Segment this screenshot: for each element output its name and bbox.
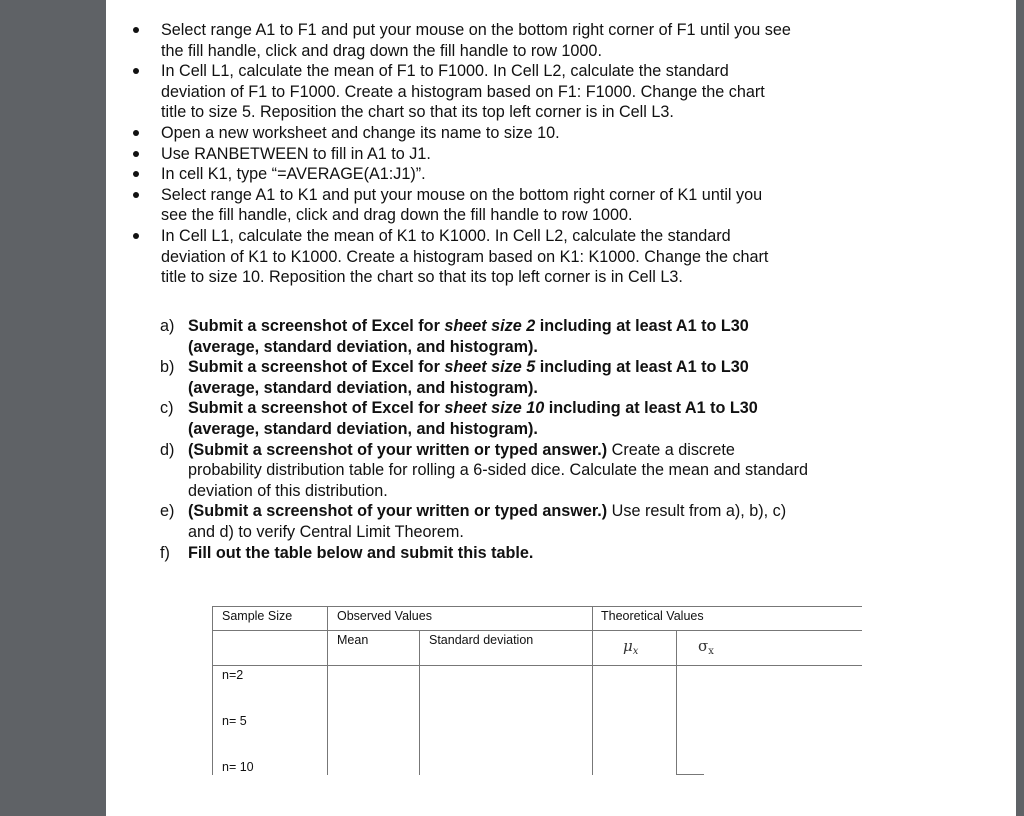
header-theoretical-values: Theoretical Values — [601, 609, 704, 623]
subheader-mu-x — [623, 637, 638, 657]
table-rule — [212, 606, 213, 775]
task-c — [160, 398, 810, 439]
bullet-item: Select range A1 to K1 and put your mouse on the bottom right corner of K1 until you see the fill handle, click and drag down the fill handle to row 1000. — [132, 185, 792, 226]
task-a — [160, 316, 810, 357]
task-letter: d) — [160, 440, 175, 459]
subheader-standard-deviation: Standard deviation — [429, 633, 534, 647]
task-text-bold: (Submit a screenshot of your written or typed answer.) — [188, 440, 608, 459]
task-text-post: including at least A1 to L30 (average, standard deviation, and histogram). — [188, 399, 758, 438]
sigma-symbol: σ — [698, 637, 709, 655]
mu-subscript: x — [632, 646, 639, 657]
subheader-sigma-x — [698, 637, 714, 657]
task-list — [160, 316, 810, 563]
task-text-em: sheet size 10 — [444, 399, 545, 418]
task-text-pre: Submit a screenshot of Excel for — [188, 317, 445, 335]
task-b — [160, 357, 810, 398]
task-text-pre: Submit a screenshot of Excel for — [188, 399, 445, 418]
table-rule — [212, 665, 862, 666]
task-text-post: including at least A1 to L30 (average, standard deviation, and histogram). — [188, 358, 749, 397]
task-text-pre: Submit a screenshot of Excel for — [188, 358, 445, 377]
task-letter: e) — [160, 502, 175, 521]
bullet-item: Use RANBETWEEN to fill in A1 to J1. — [132, 144, 792, 165]
task-letter: f) — [160, 543, 170, 562]
task-text-bold: (Submit a screenshot of your written or typed answer.) — [188, 502, 608, 521]
header-sample-size: Sample Size — [222, 609, 293, 623]
task-text-rest: Create a discrete probability distribution table for rolling a 6-sided dice. Calculate the mean and standard deviation of this distribution. — [188, 440, 808, 500]
subheader-mean: Mean — [337, 633, 369, 647]
table-rule — [677, 774, 704, 775]
bullet-item: Open a new worksheet and change its name to size 10. — [132, 123, 792, 144]
task-d — [160, 440, 810, 502]
task-text-post: including at least A1 to L30 (average, standard deviation, and histogram). — [188, 317, 749, 356]
task-letter: a) — [160, 317, 175, 335]
task-text-rest: Use result from a), b), c) and d) to verify Central Limit Theorem. — [188, 502, 787, 541]
viewer-right-gutter — [1016, 0, 1024, 816]
table-rule — [212, 630, 862, 631]
row-label: n= 5 — [222, 714, 247, 728]
header-observed-values: Observed Values — [337, 609, 432, 623]
row-label: n=2 — [222, 668, 244, 682]
table-rule — [676, 630, 677, 775]
task-text-em: sheet size 2 — [444, 317, 536, 335]
bullet-item: In Cell L1, calculate the mean of K1 to K1000. In Cell L2, calculate the standard deviation of K1 to K1000. Create a histogram based on K1: K1000. Change the chart title to size 10. Reposition the chart so that its top left corner is in Cell L3. — [132, 226, 792, 288]
table-rule — [327, 606, 328, 775]
task-f — [160, 543, 810, 564]
bullet-item: Select range A1 to F1 and put your mouse on the bottom right corner of F1 until you see the fill handle, click and drag down the fill handle to row 1000. — [132, 20, 792, 61]
viewer-left-gutter — [0, 0, 106, 816]
row-label: n= 10 — [222, 760, 254, 774]
task-letter: b) — [160, 358, 175, 377]
sigma-subscript: x — [708, 646, 714, 657]
table-rule — [212, 606, 862, 607]
instruction-bullet-list — [132, 20, 792, 288]
task-text-em: sheet size 5 — [444, 358, 536, 377]
task-e — [160, 501, 810, 542]
task-text-bold: Fill out the table below and submit this table. — [188, 543, 534, 562]
bullet-item: In Cell L1, calculate the mean of F1 to F1000. In Cell L2, calculate the standard deviation of F1 to F1000. Create a histogram based on F1: F1000. Change the chart title to size 5. Reposition the chart so that its top left corner is in Cell L3. — [132, 61, 792, 123]
bullet-item: In cell K1, type “=AVERAGE(A1:J1)”. — [132, 164, 792, 185]
mu-symbol: μ — [623, 637, 633, 655]
table-rule — [592, 606, 593, 775]
task-letter: c) — [160, 399, 174, 418]
table-rule — [419, 630, 420, 775]
